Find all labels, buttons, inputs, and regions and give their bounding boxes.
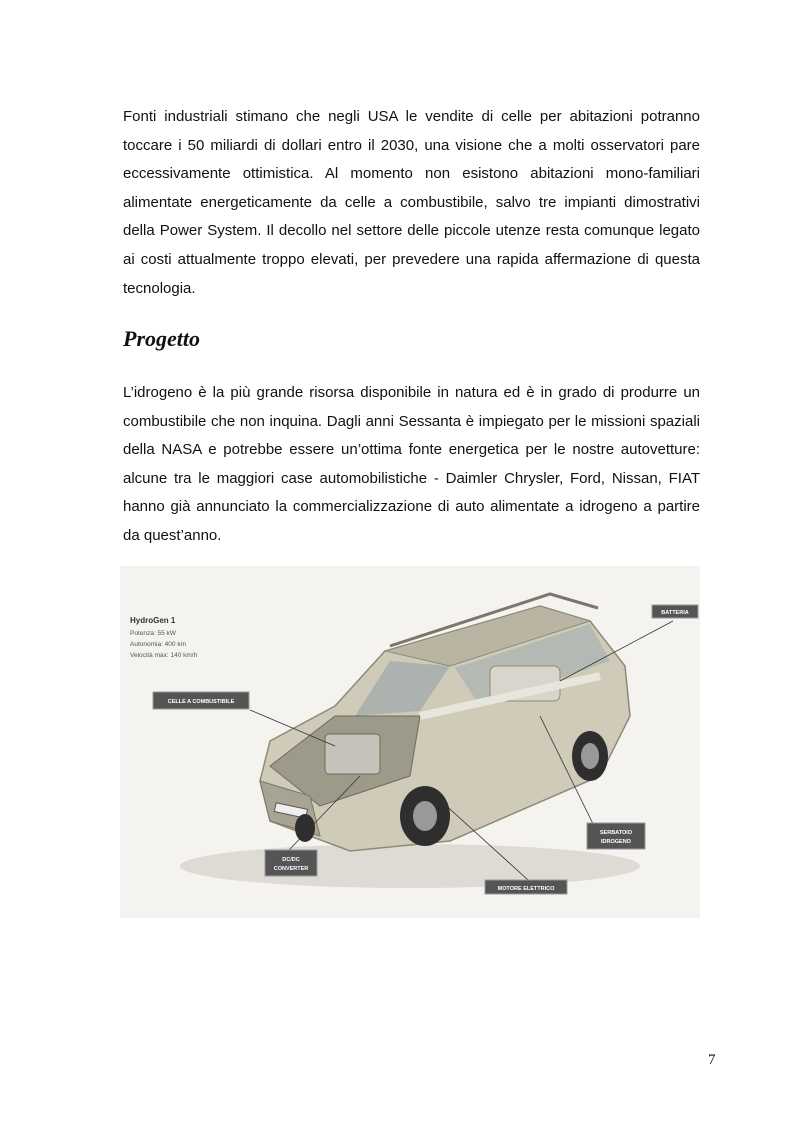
spec-line: Potenza: 55 kW xyxy=(130,630,176,637)
section-heading: Progetto xyxy=(123,326,200,351)
fuel-cell-block xyxy=(325,734,380,774)
page-number: 7 xyxy=(708,1052,716,1068)
label-converter: CONVERTER xyxy=(273,866,309,872)
label-dcdc: DC/DC xyxy=(282,857,300,863)
spec-line: Velocità max: 140 km/h xyxy=(130,652,198,659)
paragraph-progetto: L’idrogeno è la più grande risorsa disponibile in natura ed è in grado di produrre un combustibile che non inquina. Dagli anni Sessanta è impiegato per le missioni spaziali della NASA e potrebbe essere un’ottima fonte energetica per le nostre autovetture: alcune tra le maggiori case automobilistiche - Daimler Chrysler, Ford, Nissan, FIAT hanno già annunciato la commercializzazione di auto alimentate a idrogeno a partire da quest’anno. xyxy=(123,384,700,544)
spec-title: HydroGen 1 xyxy=(130,616,176,625)
rear-wheel-rim xyxy=(581,743,599,769)
car-figure xyxy=(120,566,700,918)
label-batteria: BATTERIA xyxy=(661,610,689,616)
label-box xyxy=(265,850,317,876)
ground-shadow xyxy=(180,844,640,888)
label-box xyxy=(587,823,645,849)
label-idrogeno: IDROGENO xyxy=(601,839,631,845)
front-wheel-rim xyxy=(413,801,437,831)
hydrogen-car-illustration xyxy=(120,566,700,918)
paragraph-intro: Fonti industriali stimano che negli USA le vendite di celle per abitazioni potranno toccare i 50 miliardi di dollari entro il 2030, una visione che a molti osservatori pare eccessivamente ottimistica. Al momento non esistono abitazioni mono-familiari alimentate energeticamente da celle a combustibile, salvo tre impianti dimostrativi della Power System. Il decollo nel settore delle piccole utenze resta comunque legato ai costi attualmente troppo elevati, per prevedere una rapida affermazione di questa tecnologia. xyxy=(123,108,700,297)
spec-line: Autonomia: 400 km xyxy=(130,641,187,648)
label-serbatoio: SERBATOIO xyxy=(599,830,633,836)
label-celle: CELLE A COMBUSTIBILE xyxy=(167,699,235,705)
label-motore: MOTORE ELETTRICO xyxy=(497,886,555,892)
front-left-wheel xyxy=(295,814,315,842)
